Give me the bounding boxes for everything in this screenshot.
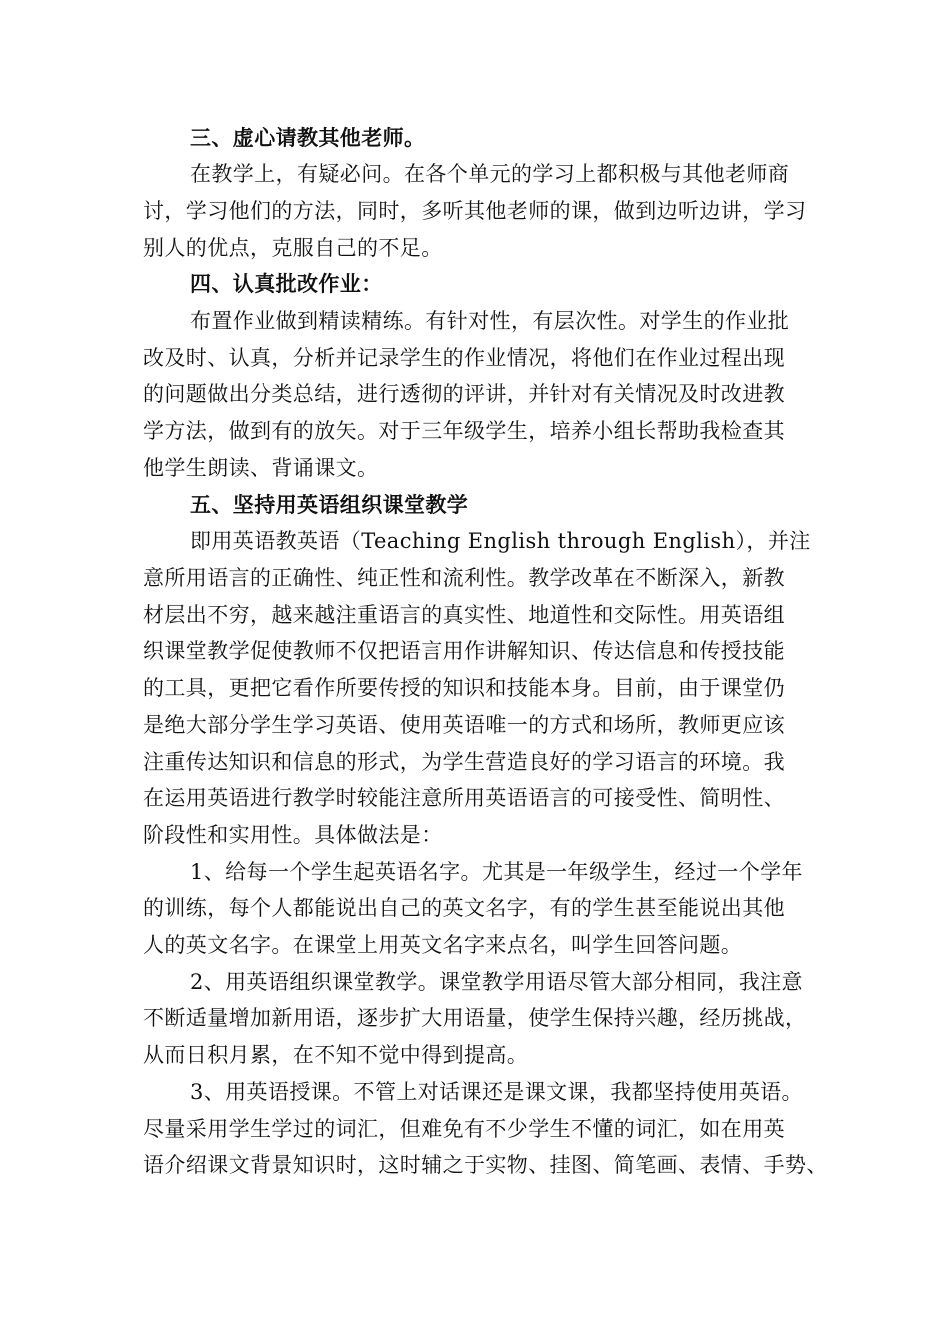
paragraph-line: 改及时、认真，分析并记录学生的作业情况，将他们在作业过程出现 [143,346,785,370]
list-item-line: 从而日积月累，在不知不觉中得到提高。 [143,1043,529,1067]
list-item-line: 3、用英语授课。不管上对话课还是课文课，我都坚持使用英语。 [190,1080,803,1104]
list-item-line: 尽量采用学生学过的词汇，但难免有不少学生不懂的词汇，如在用英 [143,1117,785,1141]
paragraph-line: 即用英语教英语（Teaching English through English），并注 [190,529,811,553]
paragraph-line: 在教学上，有疑必问。在各个单元的学习上都积极与其他老师商 [190,162,790,186]
section-heading-5: 五、坚持用英语组织课堂教学 [190,493,469,517]
section-heading-4: 四、认真批改作业： [190,272,383,296]
list-item-line: 人的英文名字。在课堂上用英文名字来点名，叫学生回答问题。 [143,933,743,957]
paragraph-line: 是绝大部分学生学习英语、使用英语唯一的方式和场所，教师更应该 [143,713,785,737]
paragraph-line: 讨，学习他们的方法，同时，多听其他老师的课，做到边听边讲，学习 [143,199,807,223]
section-heading-3: 三、虚心请教其他老师。 [190,126,426,150]
paragraph-line: 意所用语言的正确性、纯正性和流利性。教学改革在不断深入，新教 [143,566,785,590]
paragraph-line: 学方法，做到有的放矢。对于三年级学生，培养小组长帮助我检查其 [143,419,785,443]
paragraph-line: 布置作业做到精读精练。有针对性，有层次性。对学生的作业批 [190,309,790,333]
paragraph-line: 注重传达知识和信息的形式，为学生营造良好的学习语言的环境。我 [143,750,785,774]
paragraph-line: 别人的优点，克服自己的不足。 [143,236,443,260]
paragraph-line: 在运用英语进行教学时较能注意所用英语语言的可接受性、简明性、 [143,786,785,810]
paragraph-line: 的问题做出分类总结，进行透彻的评讲，并针对有关情况及时改进教 [143,382,785,406]
list-item-line: 2、用英语组织课堂教学。课堂教学用语尽管大部分相同，我注意 [190,970,803,994]
paragraph-line: 织课堂教学促使教师不仅把语言用作讲解知识、传达信息和传授技能 [143,639,785,663]
list-item-line: 的训练，每个人都能说出自己的英文名字，有的学生甚至能说出其他 [143,896,785,920]
paragraph-line: 他学生朗读、背诵课文。 [143,456,379,480]
list-item-line: 不断适量增加新用语，逐步扩大用语量，使学生保持兴趣，经历挑战， [143,1006,807,1030]
list-item-line: 语介绍课文背景知识时，这时辅之于实物、挂图、简笔画、表情、手势、 [143,1153,828,1177]
list-item-line: 1、给每一个学生起英语名字。尤其是一年级学生，经过一个学年 [190,860,803,884]
paragraph-line: 阶段性和实用性。具体做法是： [143,823,443,847]
paragraph-line: 的工具，更把它看作所要传授的知识和技能本身。目前，由于课堂仍 [143,676,785,700]
paragraph-line: 材层出不穷，越来越注重语言的真实性、地道性和交际性。用英语组 [143,603,785,627]
